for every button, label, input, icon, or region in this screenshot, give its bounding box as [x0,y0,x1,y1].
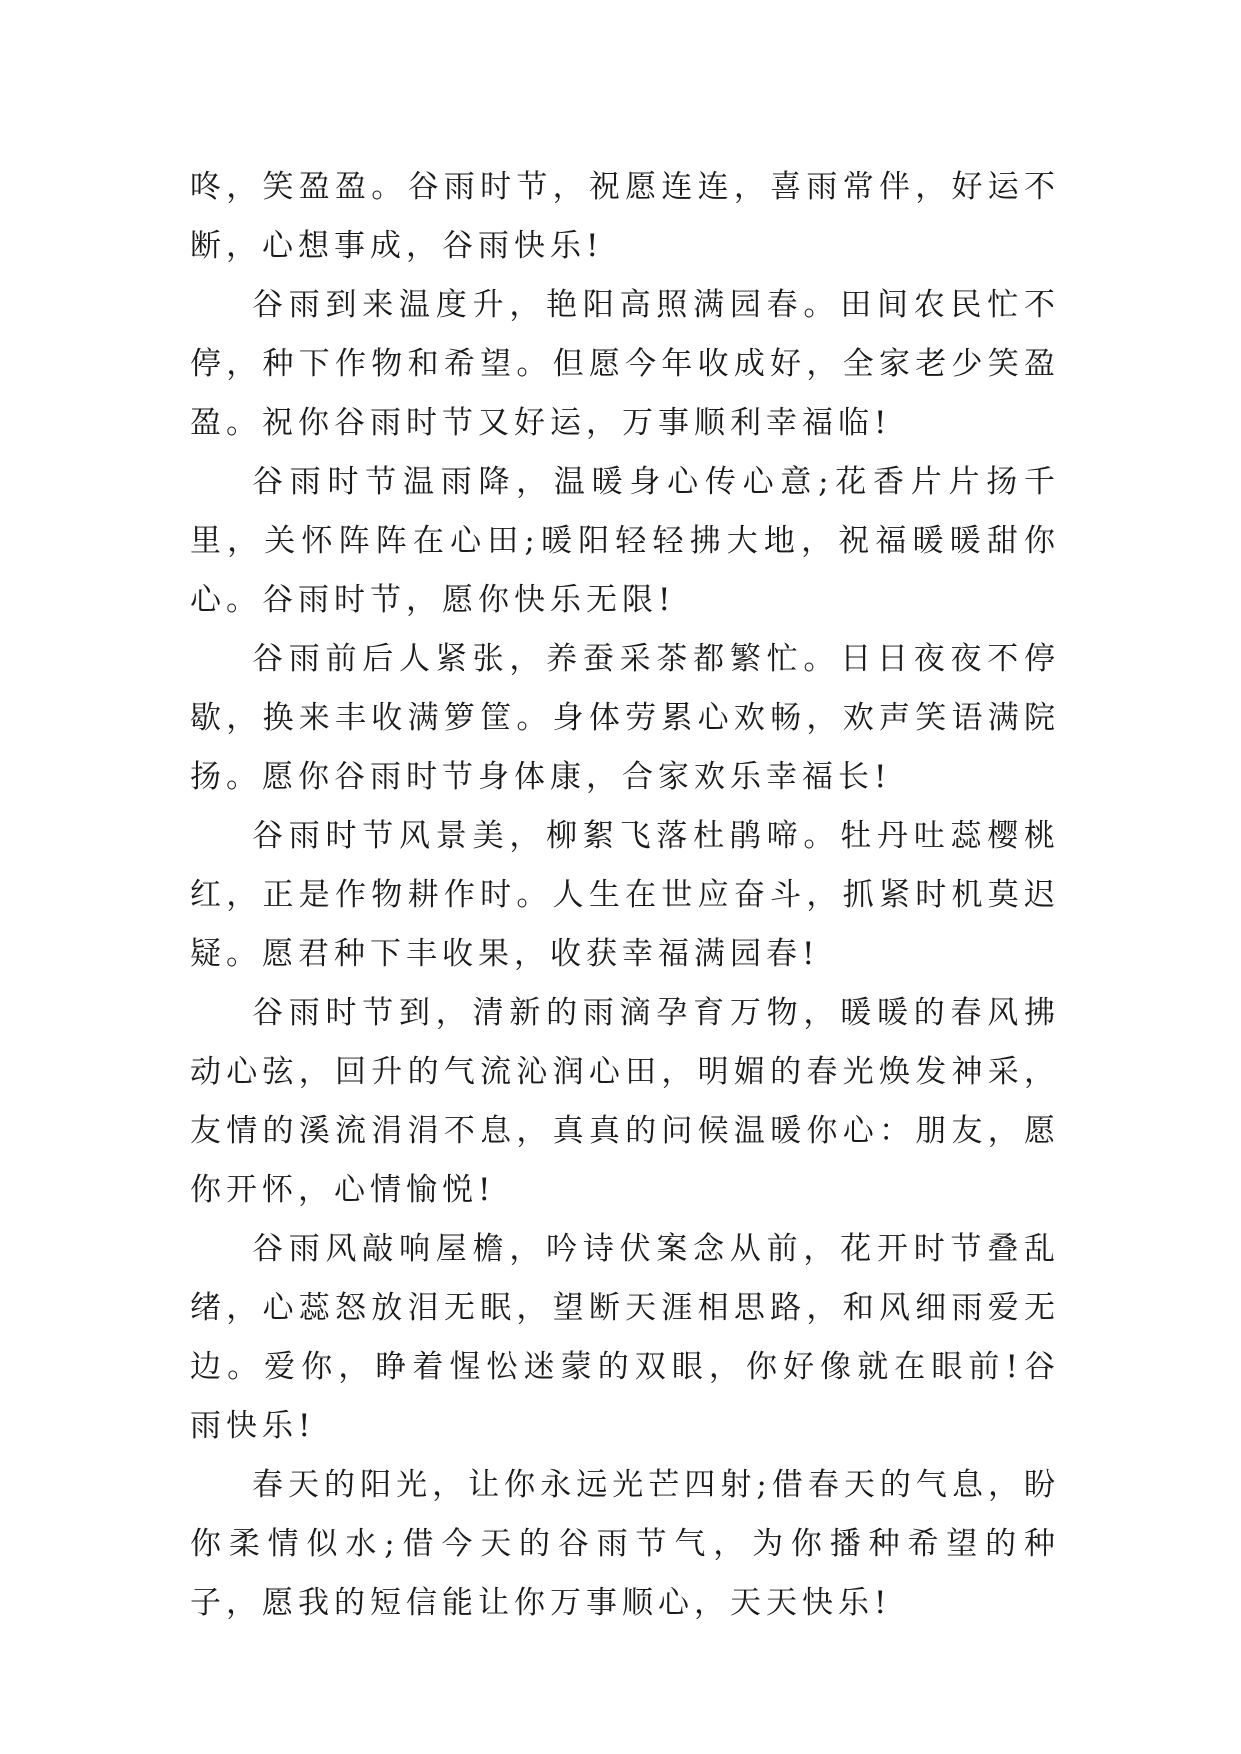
paragraph-1: 咚，笑盈盈。谷雨时节，祝愿连连，喜雨常伴，好运不断，心想事成，谷雨快乐! [190,169,1060,264]
document-body [190,158,1060,1633]
paragraph-7: 谷雨风敲响屋檐，吟诗伏案念从前，花开时节叠乱绪，心蕊怒放泪无眠，望断天涯相思路，和风细雨爱无边。爱你，睁着惺忪迷蒙的双眼，你好像就在眼前!谷雨快乐! [190,1231,1060,1444]
paragraph-8: 春天的阳光，让你永远光芒四射;借春天的气息，盼你柔情似水;借今天的谷雨节气，为你播种希望的种子，愿我的短信能让你万事顺心，天天快乐! [190,1467,1060,1621]
paragraph-2: 谷雨到来温度升，艳阳高照满园春。田间农民忙不停，种下作物和希望。但愿今年收成好，全家老少笑盈盈。祝你谷雨时节又好运，万事顺利幸福临! [190,287,1060,441]
paragraph-6: 谷雨时节到，清新的雨滴孕育万物，暖暖的春风拂动心弦，回升的气流沁润心田，明媚的春光焕发神采，友情的溪流涓涓不息，真真的问候温暖你心：朋友，愿你开怀，心情愉悦! [190,995,1060,1208]
paragraph-4: 谷雨前后人紧张，养蚕采茶都繁忙。日日夜夜不停歇，换来丰收满箩筐。身体劳累心欢畅，欢声笑语满院扬。愿你谷雨时节身体康，合家欢乐幸福长! [190,641,1060,795]
paragraph-5: 谷雨时节风景美，柳絮飞落杜鹃啼。牡丹吐蕊樱桃红，正是作物耕作时。人生在世应奋斗，抓紧时机莫迟疑。愿君种下丰收果，收获幸福满园春! [190,818,1060,972]
paragraph-3: 谷雨时节温雨降，温暖身心传心意;花香片片扬千里，关怀阵阵在心田;暖阳轻轻拂大地，祝福暖暖甜你心。谷雨时节，愿你快乐无限! [190,464,1060,618]
